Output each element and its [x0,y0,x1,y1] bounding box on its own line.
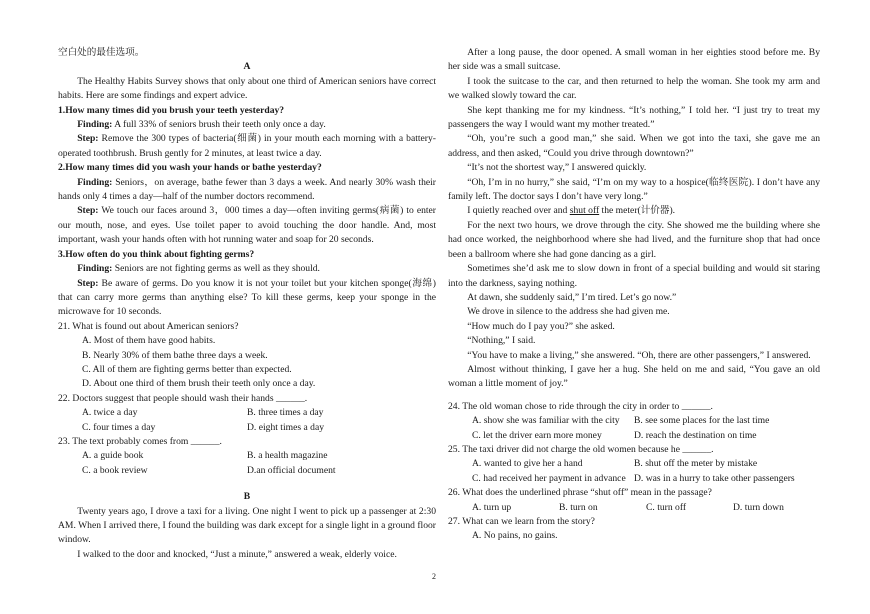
passage-a-label: A [243,61,251,73]
q22-option-c: C. four times a day [82,421,156,433]
q24-option-c: C. let the driver earn more money [472,429,602,441]
left-column [58,46,436,562]
q21-option-d: D. About one third of them brush their teeth only once a day. [82,378,316,390]
q24-option-d: D. reach the destination on time [634,429,757,441]
q22-options-row-1 [58,406,436,420]
q25-option-a: A. wanted to give her a hand [472,458,583,470]
q25-option-d: D. was in a hurry to take other passengers [634,472,795,484]
question-26-stem: 26. What does the underlined phrase “shut off” mean in the passage? [448,487,712,499]
q21-option-b: B. Nearly 30% of them bathe three days a week. [82,349,268,361]
q21-option-a: A. Most of them have good habits. [82,335,216,347]
question-25-stem: 25. The taxi driver did not charge the old women because he ______. [448,443,714,455]
q24-options-row-1 [448,414,820,428]
question-27-stem: 27. What can we learn from the story? [448,516,595,527]
survey-question-2: 2.How many times did you wash your hands or bathe yesterday? [58,162,322,174]
question-23-stem: 23. The text probably comes from ______. [58,435,222,447]
step-text: Remove the 300 types of bacteria(细菌) in your mouth each morning with a battery-operated toothbrush. Brush gently for 2 minutes, at least twice a day. [58,133,436,159]
passage-b-paragraph-13: We drove in silence to the address she had given me. [467,306,670,318]
q26-option-b: B. turn on [559,501,598,513]
q22-option-b: B. three times a day [247,407,324,419]
passage-b-paragraph-2: I walked to the door and knocked, “Just a minute,” answered a weak, elderly voice. [77,548,397,560]
instruction-text: 空白处的最佳选项。 [58,47,145,58]
q26-option-d: D. turn down [733,501,784,513]
passage-b-paragraph-10: For the next two hours, we drove through the city. She showed me the building where she had once worked, the neighborhood where she had lived, and the furniture shop that had once been a ballroom where she had gone dancing as a girl. [448,219,820,260]
q24-options-row-2 [448,429,820,443]
q25-option-b: B. shut off the meter by mistake [634,458,758,470]
q25-options-row-1 [448,457,820,471]
q23-options-row-1 [58,449,436,463]
finding-label: Finding: [77,119,113,131]
q2-step [58,204,436,247]
passage-b-label: B [243,491,251,503]
q23-option-c: C. a book review [82,464,148,476]
q24-option-a: A. show she was familiar with the city [472,415,620,427]
passage-b-paragraph-5: She kept thanking me for my kindness. “It’s nothing,” I told her. “I just try to treat my passengers the way I would want my mother treated.” [448,104,820,131]
q22-option-a: A. twice a day [82,407,138,419]
q3-step [58,277,436,320]
step-text: Be aware of germs. Do you know it is not your toilet but your kitchen sponge(海绵) that can carry more germs than anything else? To kill these germs, keep your sponge in the microwave for 10 seconds. [58,277,436,318]
step-text: We touch our faces around 3，000 times a day—often inviting germs(病菌) to enter our mouth, nose, and eyes. Use toilet paper to avoid touching the door handle. And, most important, wash your hands often with hot running water and soap for 20 seconds. [58,205,436,246]
finding-text: A full 33% of seniors brush their teeth only once a day. [112,119,326,131]
q22-options-row-2 [58,421,436,435]
passage-a-intro: The Healthy Habits Survey shows that only about one third of American seniors have correct habits. Here are some findings and expert advice. [58,75,436,102]
q2-finding [58,176,436,205]
step-label: Step: [77,277,99,289]
passage-b-paragraph-17: Almost without thinking, I gave her a hug. She held on me and said, “You gave an old woman a little moment of joy.” [448,363,820,390]
passage-b-paragraph-9 [448,204,820,218]
survey-question-3: 3.How often do you think about fighting germs? [58,248,255,260]
passage-b-paragraph-1: Twenty years ago, I drove a taxi for a living. One night I went to pick up a passenger at 2:30 AM. When I arrived there, I found the building was dark except for a single light in a ground floor window. [58,505,436,546]
finding-text: Seniors are not fighting germs as well as they should. [112,263,320,275]
finding-text: Seniors，on average, bathe fewer than 3 days a week. And nearly 30% wash their hands only 4 times a day—half of the number doctors recommend. [58,176,436,203]
q27-option-a: A. No pains, no gains. [472,530,558,542]
q3-finding [58,262,436,276]
question-24-stem: 24. The old woman chose to ride through the city in order to ______. [448,400,713,412]
q21-option-c: C. All of them are fighting germs better than expected. [82,363,292,375]
p9-text-after: the meter(计价器). [599,205,676,217]
finding-label: Finding: [77,176,113,188]
passage-b-paragraph-4: I took the suitcase to the car, and then returned to help the woman. She took my arm and we walked slowly toward the car. [448,75,820,102]
finding-label: Finding: [77,263,113,275]
passage-b-paragraph-16: “You have to make a living,” she answered. “Oh, there are other passengers,” I answered. [467,349,811,361]
passage-b-paragraph-15: “Nothing,” I said. [467,335,536,347]
q23-options-row-2 [58,464,436,478]
passage-b-paragraph-11: Sometimes she’d ask me to slow down in front of a special building and would sit staring into the darkness, saying nothing. [448,263,820,289]
passage-b-paragraph-7: “It’s not the shortest way,” I answered quickly. [467,162,647,174]
question-22-stem: 22. Doctors suggest that people should wash their hands ______. [58,392,308,404]
q23-option-b: B. a health magazine [247,450,328,462]
q1-step [58,132,436,161]
underlined-phrase: shut off [569,205,600,217]
passage-b-paragraph-14: “How much do I pay you?” she asked. [467,320,615,332]
q1-finding [58,118,436,132]
q22-option-d: D. eight times a day [247,421,324,433]
survey-question-1: 1.How many times did you brush your teeth yesterday? [58,104,285,116]
q23-option-a: A. a guide book [82,450,144,462]
p9-text-before: I quietly reached over and [467,205,570,217]
question-21-stem: 21. What is found out about American seniors? [58,320,239,332]
passage-b-paragraph-3: After a long pause, the door opened. A small woman in her eighties stood before me. By her side was a small suitcase. [448,47,820,73]
page-number: 2 [432,572,436,581]
passage-b-paragraph-6: “Oh, you’re such a good man,” she said. When we got into the taxi, she gave me an address, and then asked, “Could you drive through downtown?” [448,133,820,159]
step-label: Step: [77,133,99,145]
step-label: Step: [77,205,99,217]
q26-option-c: C. turn off [646,501,687,513]
passage-b-paragraph-8: “Oh, I’m in no hurry,” she said, “I’m on my way to a hospice(临终医院). I don’t have any family left. The doctor says I don’t have very long.” [448,176,820,203]
q26-option-a: A. turn up [472,501,512,513]
right-column [448,46,820,544]
q25-options-row-2 [448,472,820,486]
q23-option-d: D.an official document [247,464,336,476]
q25-option-c: C. had received her payment in advance [472,472,626,484]
q26-options-row [448,501,820,515]
q24-option-b: B. see some places for the last time [634,415,770,427]
passage-b-paragraph-12: At dawn, she suddenly said,” I’m tired. Let’s go now.” [467,291,677,303]
